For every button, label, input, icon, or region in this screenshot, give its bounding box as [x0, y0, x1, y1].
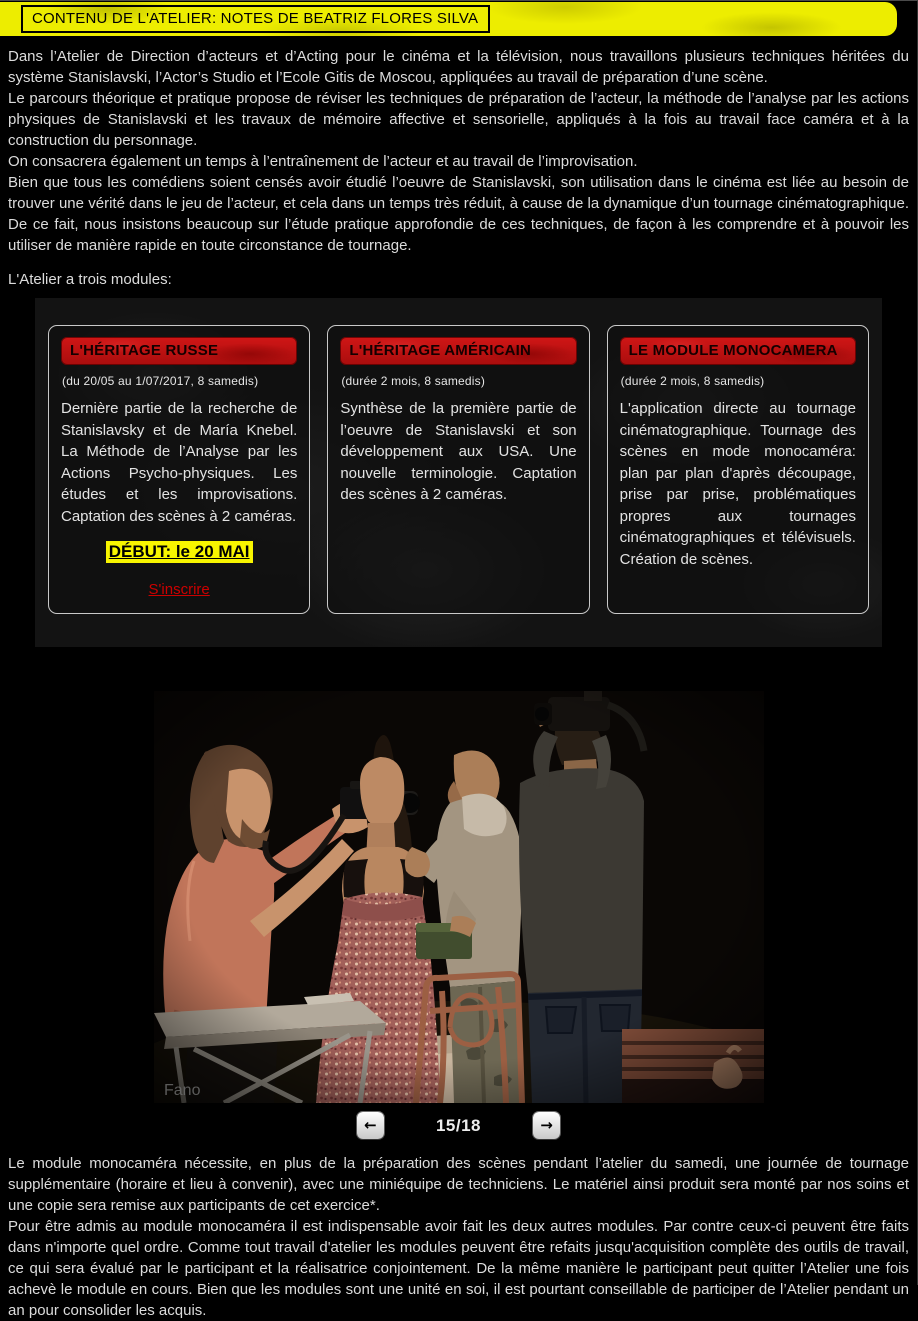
module-dates: (durée 2 mois, 8 samedis)	[341, 374, 486, 388]
module-start-highlight: DÉBUT: le 20 MAI	[106, 541, 253, 563]
modules-lead: L'Atelier a trois modules:	[8, 271, 172, 288]
module-card-monocamera	[607, 325, 869, 614]
gallery-photo	[154, 691, 764, 1103]
module-card-heritage-americain	[327, 325, 589, 614]
intro-paragraph: On consacrera également un temps à l’entraînement de l’acteur et au travail de l’improvisation.	[8, 153, 638, 170]
arrow-left-icon: ←	[364, 1116, 377, 1134]
previous-photo-button[interactable]	[357, 1112, 384, 1139]
module-dates: (du 20/05 au 1/07/2017, 8 samedis)	[62, 374, 259, 388]
gallery-navigation	[0, 1112, 917, 1139]
photo-counter: 15/18	[435, 1115, 482, 1135]
next-photo-button[interactable]	[533, 1112, 560, 1139]
intro-paragraph: Le parcours théorique et pratique propose de réviser les techniques de préparation de l’acteur, la méthode de l’analyse par les actions physiques de Stanislavski et les travaux de mémoire affective et sensorielle, appliqués à la fois au travail face caméra et à la construction du personnage.	[8, 90, 909, 149]
arrow-right-icon: →	[540, 1116, 553, 1134]
module-title-badge: L'HÉRITAGE RUSSE	[61, 337, 297, 365]
module-title-badge: LE MODULE MONOCAMERA	[620, 337, 856, 365]
footer-text	[0, 1153, 917, 1321]
footer-paragraph: Pour être admis au module monocaméra il est indispensable avoir fait les deux autres modules. Par contre ceux-ci peuvent être faits dans n'importe quel ordre. Comme tout travail d'atelier les modules peuvent être refaits jusqu'acquisition complète des outils de travail, ce qui sera évalué par le participant et la réalisatrice conjointement. De la même manière le participant peut quitter l’Atelier une fois achevè le module en cours. Bien que les modules sont une unité en soi, il est pourtant conseillable de participer de l’Atelier pendant un an pour consolider les acquis.	[8, 1218, 909, 1319]
module-description: Dernière partie de la recherche de Stanislavsky et de María Knebel. La Méthode de l’Analyse par les Actions Psycho-physiques. Les études et les improvisations. Captation des scènes à 2 caméras.	[61, 400, 298, 525]
signup-link[interactable]: S'inscrire	[148, 581, 210, 598]
stage-scene-illustration	[154, 691, 764, 1103]
intro-paragraph: Bien que tous les comédiens soient censés avoir étudié l’oeuvre de Stanislavski, son utilisation dans le cinéma est liée au besoin de trouver une vérité dans le jeu de l’acteur, et cela dans un temps très réduit, à cause de la dynamique d’un tournage cinématographique. De ce fait, nous insistons beaucoup sur l’étude pratique approfondie de ces techniques, de façon à les comprendre et à pouvoir les utiliser de manière rapide en toute circonstance de tournage.	[8, 174, 909, 254]
module-description: Synthèse de la première partie de l’oeuvre de Stanislavski et son développement aux USA. Une nouvelle terminologie. Captation des scènes à 2 caméras.	[340, 400, 577, 503]
footer-paragraph: Le module monocaméra nécessite, en plus de la préparation des scènes pendant l’atelier du samedi, une journée de tournage supplémentaire (horaire et lieu à convenir), avec une miniéquipe de techniciens. Le matériel ainsi produit sera monté par nos soins et une copie sera remise aux participants de cet exercice*.	[8, 1155, 909, 1214]
module-description: L'application directe au tournage cinématographique. Tournage des scènes en mode monocaméra: plan par plan d'après découpage, prise par prise, problématiques propres aux tournages cinématographiques et télévisuels. Création de scènes.	[619, 400, 856, 568]
module-card-heritage-russe	[48, 325, 310, 614]
page-header-highlight	[0, 2, 897, 36]
modules-section	[35, 298, 882, 647]
photo-watermark: Fano	[163, 1082, 200, 1099]
module-title-badge: L'HÉRITAGE AMÉRICAIN	[340, 337, 576, 365]
module-start-row	[61, 542, 297, 562]
intro-text	[0, 46, 917, 256]
module-signup-row	[61, 581, 297, 599]
intro-paragraph: Dans l’Atelier de Direction d’acteurs et d’Acting pour le cinéma et la télévision, nous travaillons plusieurs techniques héritées du système Stanislavski, l’Actor’s Studio et l’Ecole Gitis de Moscou, appliquées au travail de préparation d’une scène.	[8, 48, 909, 86]
module-dates: (durée 2 mois, 8 samedis)	[620, 374, 765, 388]
page-title: CONTENU DE L'ATELIER: NOTES DE BEATRIZ FLORES SILVA	[21, 5, 490, 33]
